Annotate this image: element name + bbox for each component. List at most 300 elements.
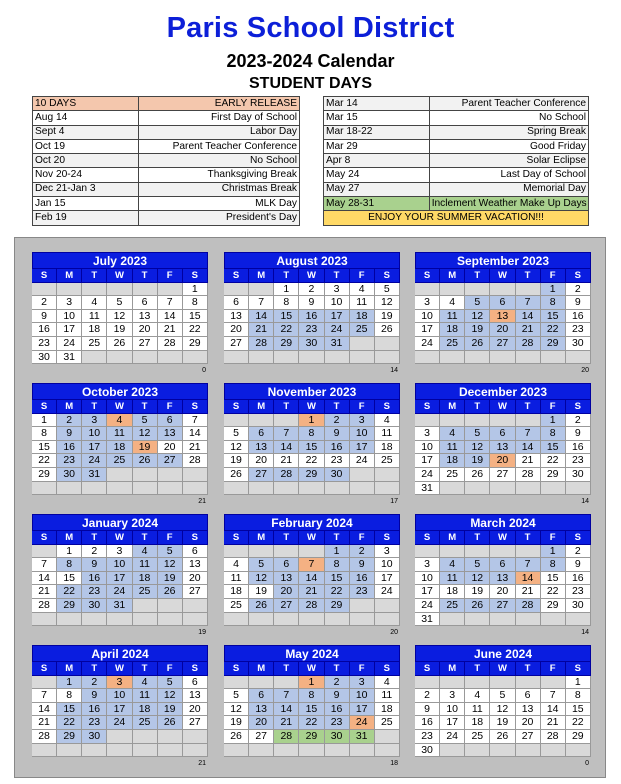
day-cell: 29 (57, 599, 82, 613)
event-name: EARLY RELEASE (139, 97, 300, 111)
day-cell: 30 (325, 468, 350, 482)
day-cell: 21 (299, 585, 324, 599)
day-cell: 10 (375, 558, 400, 572)
day-cell: 3 (440, 689, 465, 703)
month-title: January 2024 (32, 514, 208, 531)
weekday-header: S (183, 662, 208, 676)
day-cell: 4 (82, 296, 107, 310)
event-date: Mar 29 (324, 139, 430, 153)
day-cell: 3 (415, 427, 440, 441)
day-cell: 23 (566, 585, 591, 599)
day-cell: 24 (325, 323, 350, 337)
month-title: June 2024 (415, 645, 591, 662)
weekday-header: M (440, 531, 465, 545)
empty-day-cell (490, 283, 515, 297)
event-date: Nov 20-24 (33, 168, 139, 182)
day-cell: 27 (490, 337, 515, 351)
day-cell: 11 (350, 296, 375, 310)
empty-day-cell (32, 545, 57, 559)
empty-day-cell (274, 545, 299, 559)
weekday-header: S (566, 269, 591, 283)
day-cell: 14 (32, 572, 57, 586)
weekday-header: S (32, 269, 57, 283)
day-cell: 16 (325, 703, 350, 717)
day-cell: 12 (375, 296, 400, 310)
day-cell: 10 (82, 427, 107, 441)
day-cell: 28 (32, 599, 57, 613)
day-cell: 30 (57, 468, 82, 482)
empty-day-cell (440, 414, 465, 428)
student-day-count: 20 (581, 367, 589, 375)
day-cell: 21 (249, 323, 274, 337)
event-name: Thanksgiving Break (139, 168, 300, 182)
event-date: Sept 4 (33, 125, 139, 139)
day-cell: 23 (415, 730, 440, 744)
empty-day-cell (107, 730, 132, 744)
event-row (33, 197, 300, 211)
calendar-subtitle: STUDENT DAYS (249, 75, 372, 92)
weekday-header: S (415, 662, 440, 676)
day-cell: 12 (224, 441, 249, 455)
empty-day-cell (133, 744, 158, 758)
day-cell: 21 (516, 454, 541, 468)
day-cell: 20 (249, 454, 274, 468)
day-cell: 26 (224, 730, 249, 744)
month-title: December 2023 (415, 383, 591, 400)
day-cell: 9 (566, 427, 591, 441)
event-name: First Day of School (139, 111, 300, 125)
day-cell: 30 (566, 599, 591, 613)
weekday-header: S (224, 400, 249, 414)
day-cell: 21 (32, 716, 57, 730)
day-cell: 24 (82, 454, 107, 468)
day-cell: 11 (375, 689, 400, 703)
day-cell: 5 (249, 558, 274, 572)
event-date: 10 DAYS (33, 97, 139, 111)
month-calendar (415, 645, 591, 770)
day-cell: 8 (541, 296, 566, 310)
day-cell: 29 (57, 730, 82, 744)
weekday-header: S (375, 269, 400, 283)
weekday-header: T (133, 662, 158, 676)
empty-day-cell (440, 351, 465, 365)
day-cell: 1 (541, 414, 566, 428)
day-cell: 17 (107, 703, 132, 717)
day-cell: 7 (516, 296, 541, 310)
day-cell: 20 (133, 323, 158, 337)
day-cell: 23 (32, 337, 57, 351)
empty-day-cell (32, 283, 57, 297)
day-cell: 2 (82, 676, 107, 690)
day-cell: 23 (566, 323, 591, 337)
weekday-header: T (516, 662, 541, 676)
empty-day-cell (274, 613, 299, 627)
empty-day-cell (465, 613, 490, 627)
weekday-header: S (224, 662, 249, 676)
day-cell: 24 (440, 730, 465, 744)
day-cell: 19 (465, 323, 490, 337)
empty-day-cell (249, 351, 274, 365)
day-cell: 1 (541, 283, 566, 297)
day-cell: 17 (82, 441, 107, 455)
events-table-left (32, 96, 300, 226)
empty-day-cell (224, 744, 249, 758)
day-cell: 13 (490, 441, 515, 455)
day-cell: 16 (566, 572, 591, 586)
weekday-header: M (249, 662, 274, 676)
empty-day-cell (516, 351, 541, 365)
day-cell: 23 (57, 454, 82, 468)
empty-day-cell (465, 482, 490, 496)
day-cell: 29 (32, 468, 57, 482)
empty-day-cell (541, 744, 566, 758)
empty-day-cell (490, 351, 515, 365)
day-cell: 15 (541, 310, 566, 324)
day-cell: 4 (375, 414, 400, 428)
day-cell: 21 (32, 585, 57, 599)
day-cell: 13 (158, 427, 183, 441)
empty-day-cell (541, 613, 566, 627)
weekday-header: S (32, 662, 57, 676)
empty-day-cell (440, 545, 465, 559)
weekday-header: F (158, 400, 183, 414)
day-cell: 9 (566, 558, 591, 572)
day-cell: 18 (133, 703, 158, 717)
event-date: Mar 15 (324, 111, 430, 125)
day-cell: 22 (57, 716, 82, 730)
day-cell: 14 (183, 427, 208, 441)
weekday-header: S (566, 400, 591, 414)
day-cell: 16 (57, 441, 82, 455)
weekday-header: M (57, 662, 82, 676)
day-cell: 24 (57, 337, 82, 351)
weekday-header: W (299, 269, 324, 283)
student-day-count: 0 (202, 367, 206, 375)
empty-day-cell (183, 613, 208, 627)
weekday-header: F (541, 662, 566, 676)
month-grid (32, 400, 208, 495)
day-cell: 13 (274, 572, 299, 586)
event-name: Solar Eclipse (429, 154, 588, 168)
weekday-header: T (516, 531, 541, 545)
weekday-header: T (465, 531, 490, 545)
day-cell: 26 (465, 599, 490, 613)
empty-day-cell (107, 613, 132, 627)
day-cell: 25 (133, 716, 158, 730)
day-cell: 12 (158, 558, 183, 572)
weekday-header: W (107, 662, 132, 676)
day-cell: 12 (249, 572, 274, 586)
event-name: ENJOY YOUR SUMMER VACATION!!! (324, 211, 589, 225)
empty-day-cell (224, 613, 249, 627)
empty-day-cell (541, 482, 566, 496)
empty-day-cell (350, 482, 375, 496)
month-title: April 2024 (32, 645, 208, 662)
empty-day-cell (375, 468, 400, 482)
event-row (324, 125, 589, 139)
empty-day-cell (350, 599, 375, 613)
day-cell: 1 (274, 283, 299, 297)
month-calendar (415, 514, 591, 639)
day-cell: 14 (516, 572, 541, 586)
day-cell: 26 (158, 585, 183, 599)
empty-day-cell (224, 545, 249, 559)
day-cell: 16 (325, 441, 350, 455)
empty-day-cell (158, 613, 183, 627)
day-cell: 22 (299, 716, 324, 730)
day-cell: 8 (32, 427, 57, 441)
day-cell: 29 (566, 730, 591, 744)
day-cell: 15 (32, 441, 57, 455)
day-cell: 9 (325, 427, 350, 441)
day-cell: 26 (465, 337, 490, 351)
day-cell: 2 (566, 545, 591, 559)
day-cell: 16 (82, 703, 107, 717)
empty-day-cell (465, 545, 490, 559)
day-cell: 16 (566, 310, 591, 324)
day-cell: 27 (183, 585, 208, 599)
month-title: October 2023 (32, 383, 208, 400)
empty-day-cell (566, 351, 591, 365)
day-cell: 2 (325, 414, 350, 428)
empty-day-cell (158, 730, 183, 744)
empty-day-cell (375, 337, 400, 351)
month-calendar (32, 252, 208, 377)
day-cell: 15 (274, 310, 299, 324)
weekday-header: T (325, 531, 350, 545)
day-cell: 27 (274, 599, 299, 613)
day-cell: 30 (415, 744, 440, 758)
day-cell: 10 (325, 296, 350, 310)
day-cell: 15 (57, 572, 82, 586)
day-cell: 25 (350, 323, 375, 337)
day-cell: 13 (183, 558, 208, 572)
empty-day-cell (516, 676, 541, 690)
empty-day-cell (249, 545, 274, 559)
weekday-header: M (57, 269, 82, 283)
day-cell: 1 (566, 676, 591, 690)
day-cell: 12 (465, 572, 490, 586)
empty-day-cell (183, 468, 208, 482)
weekday-header: F (158, 662, 183, 676)
district-title: Paris School District (166, 12, 455, 44)
day-cell: 31 (107, 599, 132, 613)
day-cell: 26 (133, 454, 158, 468)
day-cell: 18 (224, 585, 249, 599)
day-cell: 9 (350, 558, 375, 572)
day-cell: 15 (57, 703, 82, 717)
day-cell: 8 (299, 427, 324, 441)
event-date: Feb 19 (33, 211, 139, 225)
empty-day-cell (415, 676, 440, 690)
day-cell: 1 (183, 283, 208, 297)
event-name: Parent Teacher Conference (139, 139, 300, 153)
day-cell: 7 (541, 689, 566, 703)
weekday-header: M (57, 531, 82, 545)
day-cell: 19 (133, 441, 158, 455)
day-cell: 12 (490, 703, 515, 717)
empty-day-cell (158, 599, 183, 613)
day-cell: 30 (299, 337, 324, 351)
day-cell: 11 (375, 427, 400, 441)
day-cell: 1 (57, 676, 82, 690)
weekday-header: W (490, 531, 515, 545)
day-cell: 26 (375, 323, 400, 337)
weekday-header: W (299, 531, 324, 545)
day-cell: 7 (249, 296, 274, 310)
day-cell: 4 (224, 558, 249, 572)
day-cell: 25 (465, 730, 490, 744)
day-cell: 14 (516, 441, 541, 455)
day-cell: 20 (249, 716, 274, 730)
day-cell: 20 (490, 454, 515, 468)
day-cell: 14 (299, 572, 324, 586)
day-cell: 26 (249, 599, 274, 613)
student-day-count: 19 (198, 629, 206, 637)
day-cell: 11 (440, 441, 465, 455)
empty-day-cell (32, 613, 57, 627)
day-cell: 26 (158, 716, 183, 730)
empty-day-cell (299, 545, 324, 559)
day-cell: 2 (57, 414, 82, 428)
event-row (33, 154, 300, 168)
day-cell: 13 (490, 572, 515, 586)
empty-day-cell (490, 744, 515, 758)
day-cell: 9 (82, 689, 107, 703)
event-name: Labor Day (139, 125, 300, 139)
weekday-header: F (350, 531, 375, 545)
day-cell: 27 (516, 730, 541, 744)
month-grid (224, 269, 400, 364)
day-cell: 12 (133, 427, 158, 441)
day-cell: 10 (107, 558, 132, 572)
empty-day-cell (183, 482, 208, 496)
weekday-header: M (440, 400, 465, 414)
day-cell: 4 (375, 676, 400, 690)
event-date: May 28-31 (324, 197, 430, 211)
empty-day-cell (541, 676, 566, 690)
weekday-header: T (274, 531, 299, 545)
empty-day-cell (107, 283, 132, 297)
month-title: November 2023 (224, 383, 400, 400)
day-cell: 8 (566, 689, 591, 703)
empty-day-cell (224, 676, 249, 690)
empty-day-cell (566, 482, 591, 496)
empty-day-cell (516, 283, 541, 297)
event-date: Oct 19 (33, 139, 139, 153)
month-title: May 2024 (224, 645, 400, 662)
empty-day-cell (133, 613, 158, 627)
empty-day-cell (183, 730, 208, 744)
event-row (324, 168, 589, 182)
empty-day-cell (440, 744, 465, 758)
day-cell: 2 (325, 676, 350, 690)
day-cell: 24 (350, 716, 375, 730)
weekday-header: S (415, 531, 440, 545)
day-cell: 9 (566, 296, 591, 310)
empty-day-cell (299, 482, 324, 496)
weekday-header: T (325, 662, 350, 676)
empty-day-cell (490, 613, 515, 627)
weekday-header: T (274, 269, 299, 283)
day-cell: 5 (107, 296, 132, 310)
day-cell: 19 (490, 716, 515, 730)
empty-day-cell (299, 744, 324, 758)
weekday-header: W (299, 400, 324, 414)
empty-day-cell (465, 676, 490, 690)
weekday-header: T (325, 269, 350, 283)
weekday-header: S (183, 400, 208, 414)
day-cell: 7 (516, 427, 541, 441)
empty-day-cell (325, 351, 350, 365)
empty-day-cell (133, 351, 158, 365)
day-cell: 20 (224, 323, 249, 337)
month-title: March 2024 (415, 514, 591, 531)
day-cell: 10 (107, 689, 132, 703)
month-calendar (415, 383, 591, 508)
day-cell: 3 (82, 414, 107, 428)
day-cell: 30 (82, 599, 107, 613)
empty-day-cell (325, 613, 350, 627)
day-cell: 2 (415, 689, 440, 703)
day-cell: 17 (107, 572, 132, 586)
day-cell: 8 (183, 296, 208, 310)
empty-day-cell (465, 414, 490, 428)
day-cell: 6 (158, 414, 183, 428)
student-day-count: 17 (390, 498, 398, 506)
day-cell: 7 (158, 296, 183, 310)
empty-day-cell (57, 744, 82, 758)
day-cell: 8 (325, 558, 350, 572)
day-cell: 11 (440, 310, 465, 324)
event-row (33, 125, 300, 139)
day-cell: 7 (274, 427, 299, 441)
weekday-header: S (566, 662, 591, 676)
day-cell: 15 (566, 703, 591, 717)
empty-day-cell (133, 482, 158, 496)
empty-day-cell (249, 283, 274, 297)
day-cell: 12 (224, 703, 249, 717)
day-cell: 11 (107, 427, 132, 441)
day-cell: 31 (415, 613, 440, 627)
weekday-header: W (299, 662, 324, 676)
empty-day-cell (158, 744, 183, 758)
empty-day-cell (350, 351, 375, 365)
day-cell: 22 (183, 323, 208, 337)
empty-day-cell (274, 414, 299, 428)
day-cell: 10 (415, 441, 440, 455)
day-cell: 29 (274, 337, 299, 351)
day-cell: 22 (566, 716, 591, 730)
day-cell: 18 (375, 703, 400, 717)
day-cell: 14 (516, 310, 541, 324)
month-grid (32, 662, 208, 757)
day-cell: 6 (224, 296, 249, 310)
day-cell: 17 (415, 323, 440, 337)
day-cell: 24 (350, 454, 375, 468)
day-cell: 19 (224, 454, 249, 468)
day-cell: 22 (541, 585, 566, 599)
weekday-header: F (541, 400, 566, 414)
day-cell: 18 (440, 323, 465, 337)
day-cell: 25 (440, 337, 465, 351)
day-cell: 25 (133, 585, 158, 599)
day-cell: 22 (274, 323, 299, 337)
empty-day-cell (224, 283, 249, 297)
empty-day-cell (107, 468, 132, 482)
empty-day-cell (375, 351, 400, 365)
day-cell: 25 (440, 468, 465, 482)
